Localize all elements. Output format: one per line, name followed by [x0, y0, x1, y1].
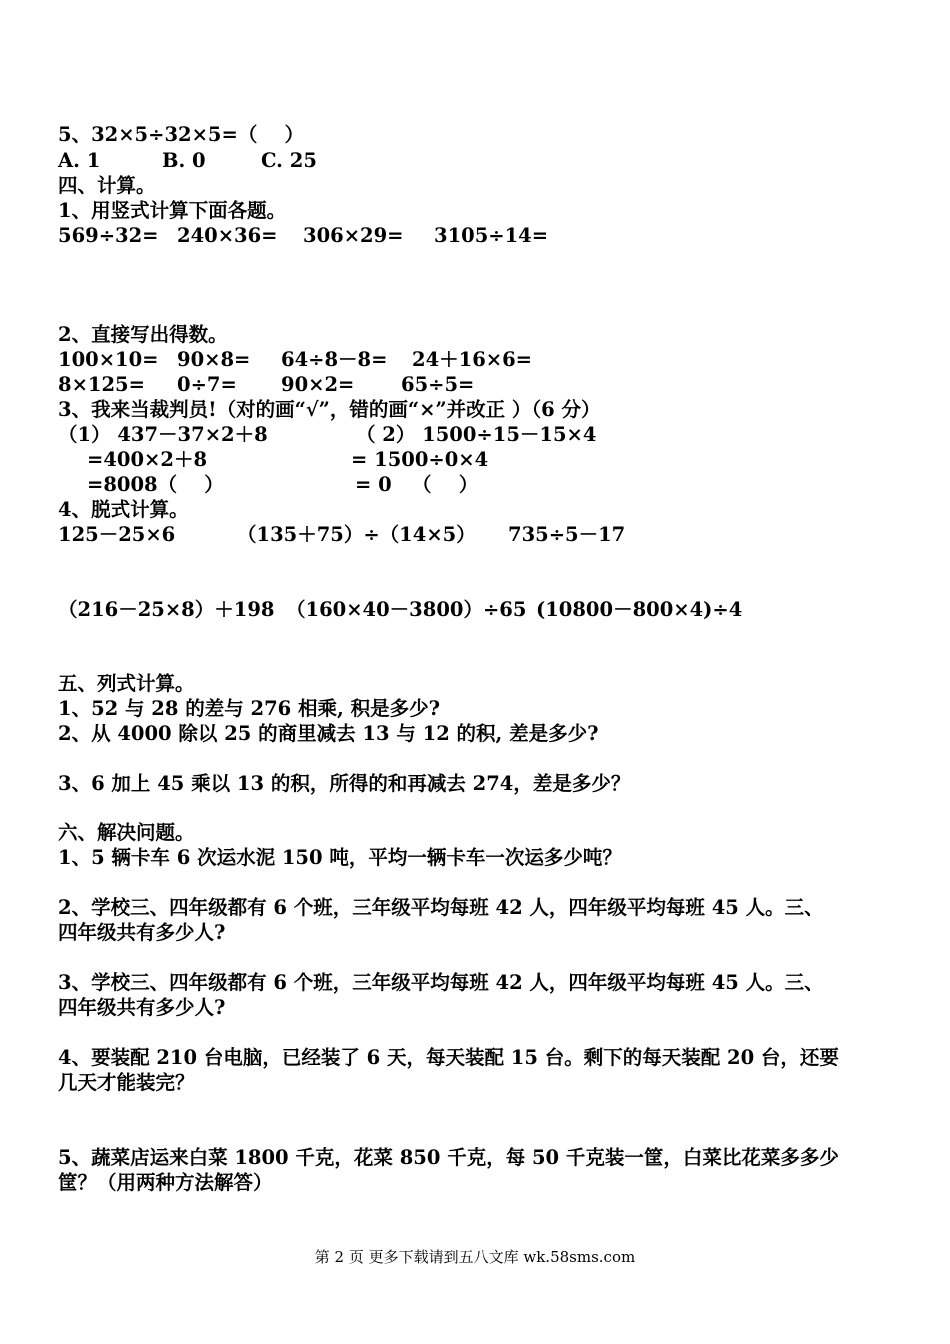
vertical-calc-item: 306×29=	[303, 224, 404, 247]
problem-3-line-1: 3、学校三、四年级都有 6 个班，三年级平均每班 42 人，四年级平均每班 45 人。三、	[58, 971, 824, 994]
direct-calc-item: 0÷7=	[177, 373, 237, 396]
problem-4-line-2: 几天才能装完？	[58, 1071, 195, 1094]
option-a: A. 1	[58, 149, 101, 172]
direct-calc-item: 24＋16×6=	[412, 348, 533, 371]
problem-1: 1、5 辆卡车 6 次运水泥 150 吨，平均一辆卡车一次运多少吨？	[58, 846, 622, 869]
vertical-calc-item: 569÷32=	[58, 224, 159, 247]
judge-left-line: =8008（ ）	[87, 473, 224, 496]
direct-calc-item: 90×2=	[281, 373, 355, 396]
step-calc-item: （160×40－3800）÷65	[286, 598, 527, 621]
page-footer: 第 2 页 更多下载请到五八文库 wk.58sms.com	[314, 1248, 636, 1266]
problem-5-line-1: 5、蔬菜店运来白菜 1800 千克，花菜 850 千克，每 50 千克装一筐，白菜比花菜多多少	[58, 1146, 839, 1169]
section-5-title: 五、列式计算。	[58, 672, 195, 695]
vertical-calc-item: 240×36=	[177, 224, 278, 247]
direct-calc-item: 100×10=	[58, 348, 159, 371]
direct-calc-item: 90×8=	[177, 348, 251, 371]
step-calc-item: （216－25×8）＋198	[58, 598, 275, 621]
step-calc-item: （135＋75）÷（14×5）	[237, 523, 476, 546]
judge-left-line: （1） 437－37×2＋8	[58, 423, 268, 446]
judge-left-line: =400×2＋8	[87, 448, 208, 471]
option-b: B. 0	[162, 149, 206, 172]
question-5-text: 5、32×5÷32×5=（ ）	[58, 123, 304, 146]
direct-calc-item: 64÷8－8=	[281, 348, 388, 371]
step-calc-item: 735÷5－17	[508, 523, 626, 546]
judge-right-line: = 1500÷0×4	[351, 448, 489, 471]
word-calc-item: 2、从 4000 除以 25 的商里减去 13 与 12 的积, 差是多少?	[58, 722, 599, 745]
problem-3-line-2: 四年级共有多少人?	[58, 996, 226, 1019]
word-calc-item: 1、52 与 28 的差与 276 相乘, 积是多少?	[58, 697, 440, 720]
part-3-title: 3、我来当裁判员!（对的画“√”，错的画“×”并改正 ）（6 分）	[58, 398, 601, 421]
direct-calc-item: 8×125=	[58, 373, 145, 396]
judge-right-line: = 0 （ ）	[355, 473, 479, 496]
part-1-title: 1、用竖式计算下面各题。	[58, 199, 287, 222]
problem-5-line-2: 筐？（用两种方法解答）	[58, 1171, 273, 1194]
problem-4-line-1: 4、要装配 210 台电脑，已经装了 6 天，每天装配 15 台。剩下的每天装配 20 台，还要	[58, 1046, 839, 1069]
problem-2-line-1: 2、学校三、四年级都有 6 个班，三年级平均每班 42 人，四年级平均每班 45 人。三、	[58, 896, 824, 919]
option-c: C. 25	[261, 149, 317, 172]
word-calc-item: 3、6 加上 45 乘以 13 的积，所得的和再减去 274，差是多少？	[58, 772, 631, 795]
part-2-title: 2、直接写出得数。	[58, 323, 228, 346]
problem-2-line-2: 四年级共有多少人?	[58, 921, 226, 944]
step-calc-item: 125－25×6	[58, 523, 176, 546]
step-calc-item: (10800－800×4)÷4	[536, 598, 743, 621]
vertical-calc-item: 3105÷14=	[434, 224, 549, 247]
section-6-title: 六、解决问题。	[58, 821, 195, 844]
direct-calc-item: 65÷5=	[401, 373, 475, 396]
part-4-title: 4、脱式计算。	[58, 498, 189, 521]
judge-right-line: （ 2） 1500÷15－15×4	[356, 423, 597, 446]
section-4-title: 四、计算。	[58, 174, 156, 197]
